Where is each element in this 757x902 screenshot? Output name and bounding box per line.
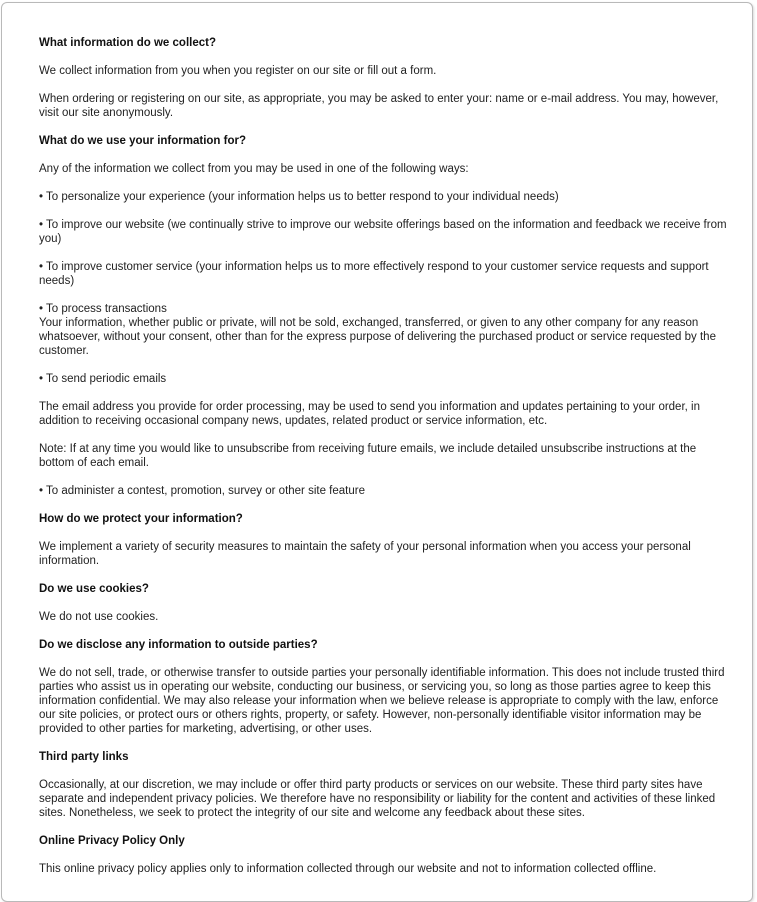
paragraph: Any of the information we collect from you may be used in one of the following ways: bbox=[39, 163, 469, 175]
bullet-item: • To send periodic emails bbox=[39, 373, 167, 385]
policy-panel bbox=[1, 2, 753, 902]
bullet-item: • To administer a contest, promotion, survey or other site feature bbox=[39, 485, 365, 497]
policy-content bbox=[39, 36, 729, 890]
section-heading-third-party: Third party links bbox=[39, 751, 129, 763]
bullet-item: • To process transactions bbox=[39, 303, 167, 315]
section-heading-online-only: Online Privacy Policy Only bbox=[39, 835, 185, 847]
paragraph: We collect information from you when you register on our site or fill out a form. bbox=[39, 65, 437, 77]
section-heading-protect: How do we protect your information? bbox=[39, 513, 243, 525]
paragraph: We do not sell, trade, or otherwise transfer to outside parties your personally identifiable information. This does not include trusted third parties who assist us in operating our website, conducting our business, or servicing you, so long as those parties agree to keep this information confidential. We may also release your information when we believe release is appropriate to comply with the law, enforce our site policies, or protect ours or others rights, property, or safety. However, non-personally identifiable visitor information may be provided to other parties for marketing, advertising, or other uses. bbox=[39, 667, 725, 735]
paragraph: The email address you provide for order processing, may be used to send you information and updates pertaining to your order, in addition to receiving occasional company news, updates, related product or service information, etc. bbox=[39, 401, 700, 427]
bullet-item: • To improve our website (we continually strive to improve our website offerings based on the information and feedback we receive from you) bbox=[39, 219, 727, 245]
paragraph: This online privacy policy applies only to information collected through our website and not to information collected offline. bbox=[39, 863, 657, 875]
paragraph: Note: If at any time you would like to unsubscribe from receiving future emails, we include detailed unsubscribe instructions at the bottom of each email. bbox=[39, 443, 697, 469]
section-heading-collect: What information do we collect? bbox=[39, 37, 216, 49]
paragraph: Occasionally, at our discretion, we may include or offer third party products or services on our website. These third party sites have separate and independent privacy policies. We therefore have no responsibility or liability for the content and activities of these linked sites. Nonetheless, we seek to protect the integrity of our site and welcome any feedback about these sites. bbox=[39, 779, 716, 819]
section-heading-cookies: Do we use cookies? bbox=[39, 583, 149, 595]
bullet-item: • To improve customer service (your information helps us to more effectively respond to your customer service requests and support needs) bbox=[39, 261, 709, 287]
paragraph: We implement a variety of security measures to maintain the safety of your personal information when you access your personal information. bbox=[39, 541, 691, 567]
paragraph: Your information, whether public or private, will not be sold, exchanged, transferred, or given to any other company for any reason whatsoever, without your consent, other than for the express purpose of delivering the purchased product or service requested by the customer. bbox=[39, 317, 716, 357]
section-heading-use: What do we use your information for? bbox=[39, 135, 246, 147]
paragraph: When ordering or registering on our site, as appropriate, you may be asked to enter your: name or e-mail address. You may, however, visit our site anonymously. bbox=[39, 93, 719, 119]
section-heading-disclose: Do we disclose any information to outside parties? bbox=[39, 639, 318, 651]
paragraph: We do not use cookies. bbox=[39, 611, 159, 623]
bullet-item: • To personalize your experience (your information helps us to better respond to your individual needs) bbox=[39, 191, 559, 203]
